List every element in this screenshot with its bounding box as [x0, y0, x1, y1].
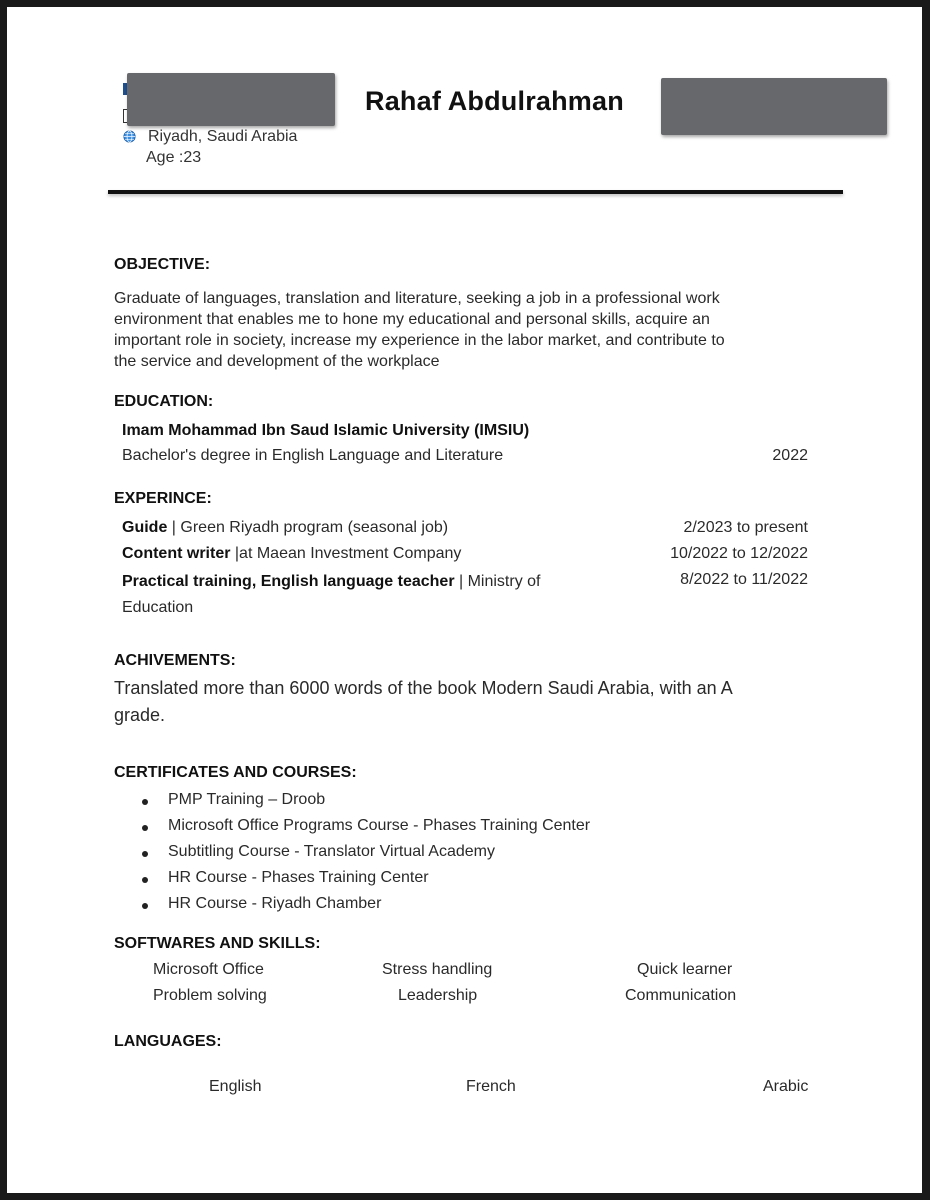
header-divider [108, 190, 843, 194]
certificates-heading: CERTIFICATES AND COURSES: [114, 764, 357, 781]
achievements-text [114, 675, 834, 729]
skill-item: Microsoft Office [153, 961, 264, 978]
education-heading: EDUCATION: [114, 393, 214, 410]
skill-item: Communication [625, 987, 737, 1004]
objective-heading: OBJECTIVE: [114, 256, 211, 273]
university-name: Imam Mohammad Ibn Saud Islamic University (IMSIU) [122, 422, 530, 439]
experience-detail-cont: Education [122, 599, 194, 616]
redacted-contact-block [127, 73, 335, 126]
achievement-line: grade. [114, 705, 166, 725]
experience-item [122, 543, 461, 564]
age-text: Age :23 [146, 149, 202, 166]
experience-dates: 2/2023 to present [683, 519, 808, 536]
achievement-line: Translated more than 6000 words of the book Modern Saudi Arabia, with an A [114, 678, 733, 698]
certificate-item: Subtitling Course - Translator Virtual Academy [168, 843, 495, 860]
bullet-icon [142, 825, 148, 831]
skill-item: Quick learner [637, 961, 733, 978]
bullet-icon [142, 903, 148, 909]
experience-role: Practical training, English language teacher [122, 573, 455, 590]
experience-role: Guide [122, 519, 168, 536]
experience-item [122, 569, 541, 621]
bullet-icon [142, 799, 148, 805]
objective-text [114, 288, 834, 372]
certificate-item: Microsoft Office Programs Course - Phases Training Center [168, 817, 591, 834]
skills-heading: SOFTWARES AND SKILLS: [114, 935, 321, 952]
certificate-item: HR Course - Phases Training Center [168, 869, 429, 886]
skill-item: Problem solving [153, 987, 267, 1004]
location-text: Riyadh, Saudi Arabia [148, 128, 298, 145]
experience-dates: 10/2022 to 12/2022 [670, 545, 808, 562]
degree-text: Bachelor's degree in English Language and Literature [122, 447, 504, 464]
language-item: French [466, 1078, 516, 1095]
certificate-item: PMP Training – Droob [168, 791, 326, 808]
resume-page [7, 7, 922, 1193]
experience-item [122, 517, 448, 538]
candidate-name: Rahaf Abdulrahman [365, 86, 624, 116]
graduation-year: 2022 [772, 447, 808, 464]
experience-dates: 8/2022 to 11/2022 [680, 571, 808, 588]
bullet-icon [142, 851, 148, 857]
redacted-photo-block [661, 78, 887, 135]
experience-heading: EXPERINCE: [114, 490, 212, 507]
objective-line: Graduate of languages, translation and literature, seeking a job in a professional work [114, 290, 720, 307]
objective-line: environment that enables me to hone my educational and personal skills, acquire an [114, 311, 710, 328]
achievements-heading: ACHIVEMENTS: [114, 652, 236, 669]
skill-item: Leadership [398, 987, 478, 1004]
experience-detail: | Ministry of [454, 573, 541, 590]
objective-line: important role in society, increase my experience in the labor market, and contribute to [114, 332, 725, 349]
experience-role: Content writer [122, 545, 231, 562]
language-item: English [209, 1078, 262, 1095]
bullet-icon [142, 877, 148, 883]
globe-icon [123, 130, 136, 143]
skill-item: Stress handling [382, 961, 493, 978]
experience-detail: | Green Riyadh program (seasonal job) [167, 519, 449, 536]
objective-line: the service and development of the workplace [114, 353, 440, 370]
language-item: Arabic [763, 1078, 809, 1095]
languages-heading: LANGUAGES: [114, 1033, 222, 1050]
experience-detail: |at Maean Investment Company [230, 545, 462, 562]
certificate-item: HR Course - Riyadh Chamber [168, 895, 382, 912]
